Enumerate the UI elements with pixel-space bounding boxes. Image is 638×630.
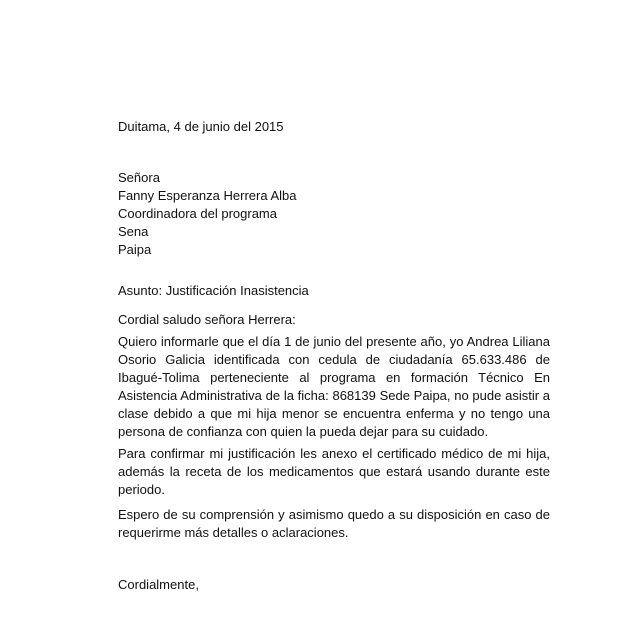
recipient-city: Paipa (118, 242, 152, 257)
recipient-title: Señora (118, 170, 160, 185)
date-line: Duitama, 4 de junio del 2015 (118, 119, 284, 134)
recipient-organization: Sena (118, 224, 149, 239)
body-paragraph-3: Espero de su comprensión y asimismo quedo a su disposición en caso de requerirme más detalles o aclaraciones. (118, 507, 550, 540)
recipient-name: Fanny Esperanza Herrera Alba (118, 188, 297, 203)
recipient-block (118, 169, 550, 259)
body-paragraph-2: Para confirmar mi justificación les anexo el certificado médico de mi hija, además la receta de los medicamentos que estará usando durante este periodo. (118, 446, 550, 497)
recipient-position: Coordinadora del programa (118, 206, 277, 221)
greeting-line: Cordial saludo señora Herrera: (118, 312, 296, 327)
closing-line: Cordialmente, (118, 577, 199, 592)
body-paragraph-1: Quiero informarle que el día 1 de junio del presente año, yo Andrea Liliana Osorio Galicia identificada con cedula de ciudadanía 65.633.486 de Ibagué-Tolima perteneciente al programa en formación Técnico En Asistencia Administrativa de la ficha: 868139 Sede Paipa, no pude asistir a clase debido a que mi hija menor se encuentra enferma y no tengo una persona de confianza con quien la pueda dejar para su cuidado. (118, 334, 550, 439)
subject-line: Asunto: Justificación Inasistencia (118, 283, 309, 298)
